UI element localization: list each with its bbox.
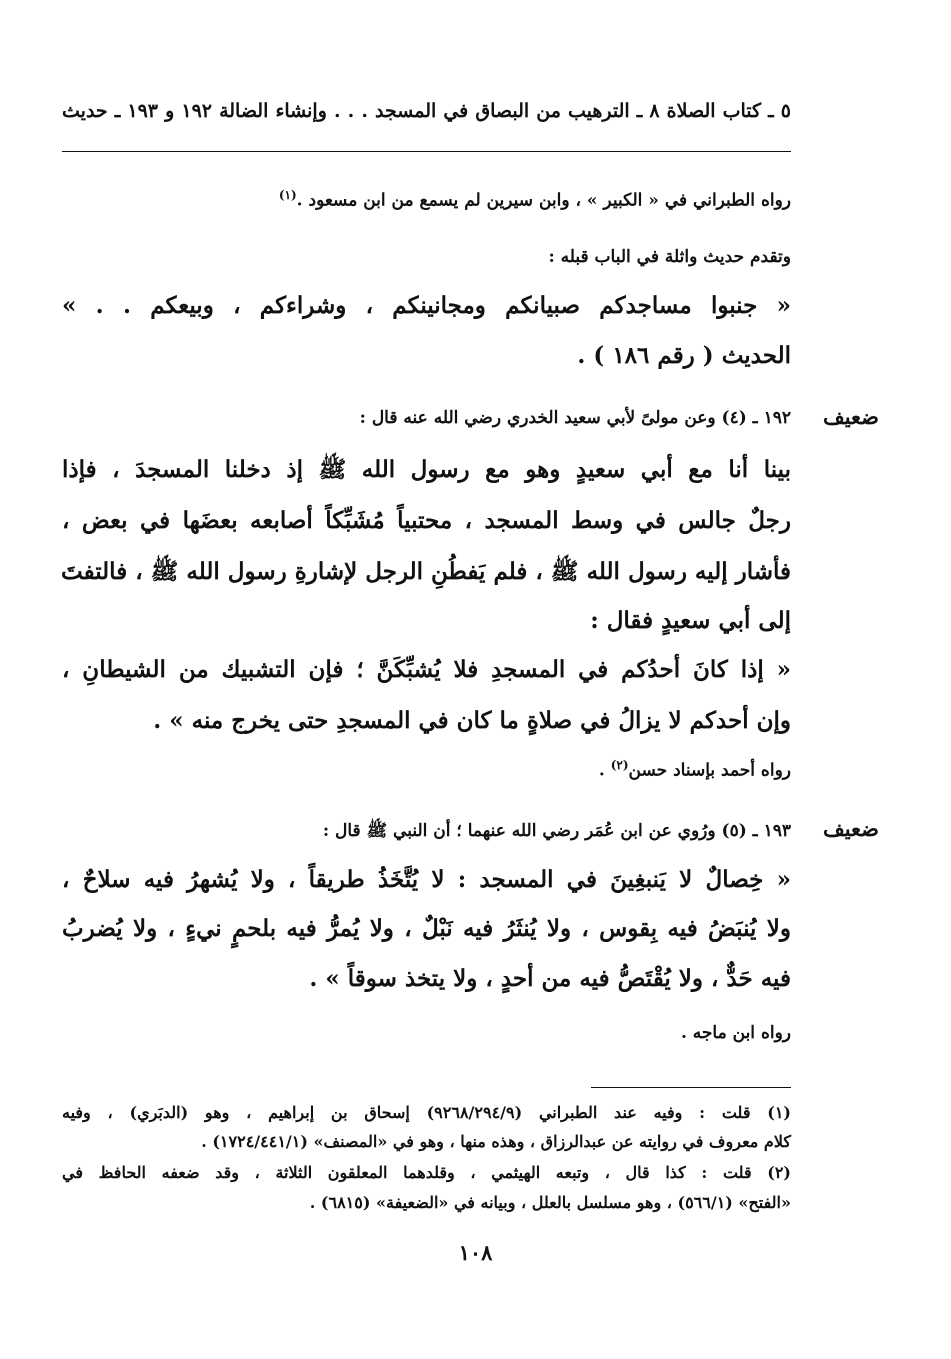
footnote-ref-2: (٢): [610, 758, 629, 772]
hadith-192-source-text: رواه أحمد بإسناد حسن: [628, 760, 791, 781]
hadith-192-source-end: .: [598, 760, 611, 781]
page-number: ١٠٨: [458, 1240, 493, 1265]
footnote-ref-1: (١): [278, 188, 297, 202]
hadith-192-line-3: فأشار إليه رسول الله ﷺ ، فلم يَفطُنِ الرجل لإشارةِ رسول الله ﷺ ، فالتفتَ: [61, 558, 791, 585]
footnote-2-line-1: (٢) قلت : كذا قال ، وتبعه الهيثمي ، وقلدهما المعلقون الثلاثة ، وقد ضعفه الحافظ في: [62, 1163, 791, 1182]
hadith-186-reference: الحديث ( رقم ١٨٦ ) .: [577, 342, 791, 369]
hadith-192-line-6: وإن أحدكم لا يزالُ في صلاةٍ ما كان في المسجدِ حتى يخرج منه » .: [153, 707, 791, 734]
footnote-divider: [591, 1087, 791, 1088]
body-line-1-text: رواه الطبراني في « الكبير » ، وابن سيرين لم يسمع من ابن مسعود .: [296, 190, 791, 211]
body-line-2: وتقدم حديث واثلة في الباب قبله :: [548, 247, 791, 267]
hadith-192-intro: ١٩٢ ـ (٤) وعن مولىً لأبي سعيد الخدري رضي الله عنه قال :: [359, 408, 791, 428]
hadith-193-source: رواه ابن ماجه .: [680, 1023, 791, 1043]
hadith-192-grade: ضعيف: [822, 404, 879, 429]
body-line-1: [279, 188, 791, 211]
hadith-192-line-1: بينا أنا مع أبي سعيدٍ وهو مع رسول الله ﷺ إذ دخلنا المسجدَ ، فإذا: [62, 456, 791, 483]
hadith-193-line-2: ولا يُنبَضُ فيه بِقوس ، ولا يُنثَرُ فيه نَبْلٌ ، ولا يُمرُّ فيه بلحمٍ نيءٍ ، ولا يُضربُ: [62, 915, 791, 942]
hadith-192-line-4: إلى أبي سعيدٍ فقال :: [590, 607, 791, 634]
quoted-hadith-186: « جنبوا مساجدكم صبيانكم ومجانينكم ، وشراءكم ، وبيعكم . . »: [62, 292, 791, 319]
header-divider: [62, 151, 791, 152]
footnote-2-line-2: «الفتح» (٥٦٦/١) ، وهو مسلسل بالعلل ، وبيانه في «الضعيفة» (٦٨١٥) .: [309, 1193, 791, 1212]
hadith-193-line-1: « خِصالٌ لا يَنبغِينَ في المسجد : لا يُتَّخَذُ طريقاً ، ولا يُشهرُ فيه سلاحٌ ،: [62, 866, 791, 893]
hadith-193-grade: ضعيف: [822, 816, 879, 841]
footnote-1-line-1: (١) قلت : وفيه عند الطبراني (٩٢٦٨/٢٩٤/٩) إسحاق بن إبراهيم ، وهو (الدبَري) ، وفيه: [62, 1103, 791, 1122]
hadith-192-source: [599, 758, 791, 781]
footnote-1-line-2: كلام معروف في روايته عن عبدالرزاق ، وهذه منها ، وهو في «المصنف» (١٧٢٤/٤٤١/١) .: [201, 1132, 791, 1151]
hadith-193-intro: ١٩٣ ـ (٥) ورُوي عن ابن عُمَر رضي الله عنهما ؛ أن النبي ﷺ قال :: [322, 821, 791, 841]
hadith-192-line-5: « إذا كانَ أحدُكم في المسجدِ فلا يُشبِّكَنَّ ؛ فإن التشبيك من الشيطانِ ،: [62, 656, 792, 683]
running-header: ٥ ـ كتاب الصلاة ٨ ـ الترهيب من البصاق في المسجد . . . وإنشاء الضالة ١٩٢ و ١٩٣ ـ حديث: [62, 100, 791, 122]
hadith-193-line-3: فيه حَدٌّ ، ولا يُقْتَصُّ فيه من أحدٍ ، ولا يتخذ سوقاً » .: [309, 965, 791, 992]
hadith-192-line-2: رجلٌ جالس في وسط المسجد ، محتبياً مُشَبِّكاً أصابعه بعضَها في بعض ،: [62, 507, 791, 534]
